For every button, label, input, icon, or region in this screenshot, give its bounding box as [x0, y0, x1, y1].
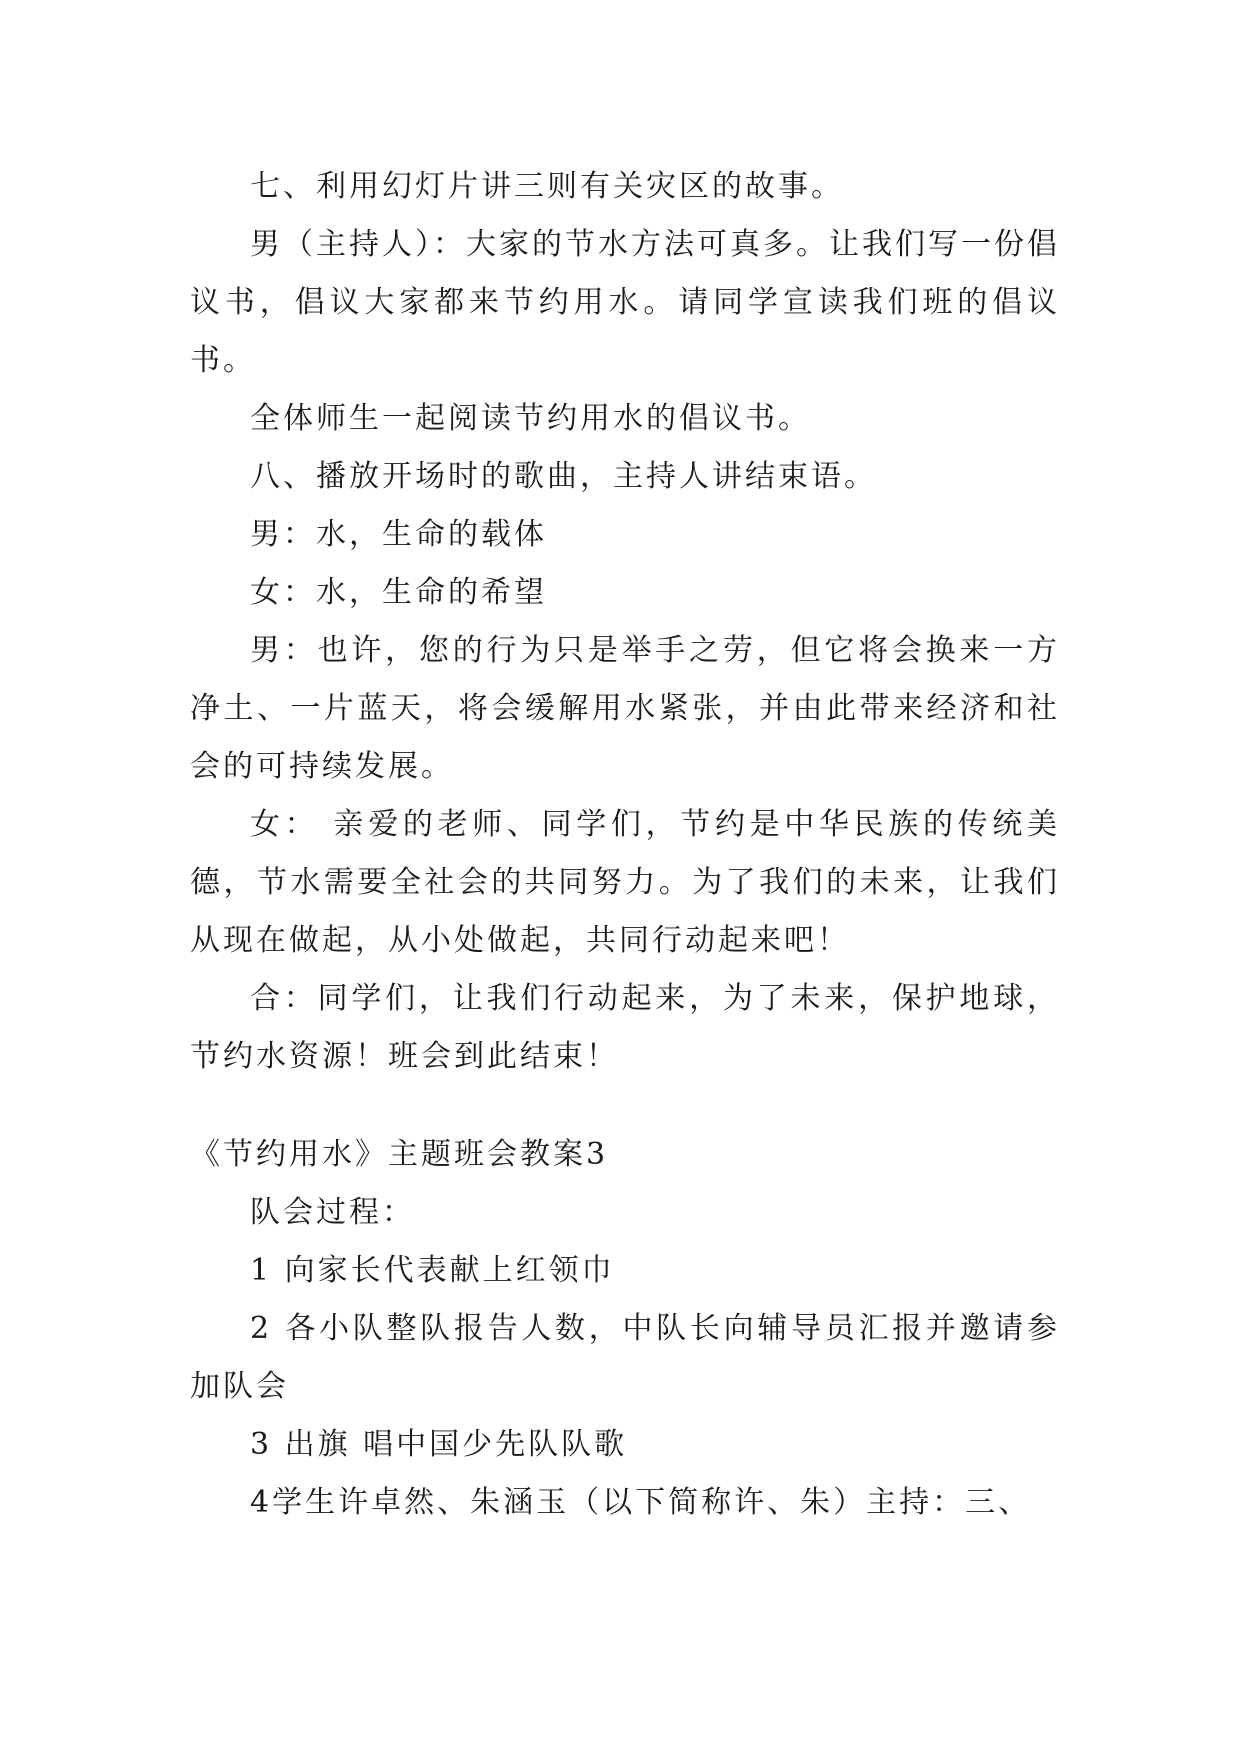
paragraph: 八、播放开场时的歌曲，主持人讲结束语。 — [250, 459, 877, 494]
document-body — [190, 158, 1060, 1532]
paragraph: 合：同学们，让我们行动起来，为了未来，保护地球，节约水资源！班会到此结束！ — [190, 981, 1060, 1074]
paragraph: 女： 亲爱的老师、同学们，节约是中华民族的传统美德，节水需要全社会的共同努力。为了我们的未来，让我们从现在做起，从小处做起，共同行动起来吧！ — [190, 807, 1060, 958]
paragraph: 3 出旗 唱中国少先队队歌 — [250, 1427, 628, 1462]
paragraph: 七、利用幻灯片讲三则有关灾区的故事。 — [250, 169, 844, 204]
paragraph: 男（主持人）：大家的节水方法可真多。让我们写一份倡议书，倡议大家都来节约用水。请同学宣读我们班的倡议书。 — [190, 227, 1060, 378]
paragraph: 男：也许，您的行为只是举手之劳，但它将会换来一方净土、一片蓝天，将会缓解用水紧张，并由此带来经济和社会的可持续发展。 — [190, 633, 1060, 784]
section-heading: 《节约用水》主题班会教案3 — [190, 1137, 609, 1172]
paragraph: 队会过程： — [250, 1195, 415, 1230]
paragraph: 全体师生一起阅读节约用水的倡议书。 — [250, 401, 811, 436]
paragraph: 女：水，生命的希望 — [250, 575, 547, 610]
paragraph: 男：水，生命的载体 — [250, 517, 547, 552]
paragraph: 2 各小队整队报告人数，中队长向辅导员汇报并邀请参加队会 — [190, 1311, 1060, 1404]
paragraph: 4学生许卓然、朱涵玉（以下简称许、朱）主持：三、 — [250, 1485, 1032, 1520]
paragraph: 1 向家长代表献上红领巾 — [250, 1253, 615, 1288]
